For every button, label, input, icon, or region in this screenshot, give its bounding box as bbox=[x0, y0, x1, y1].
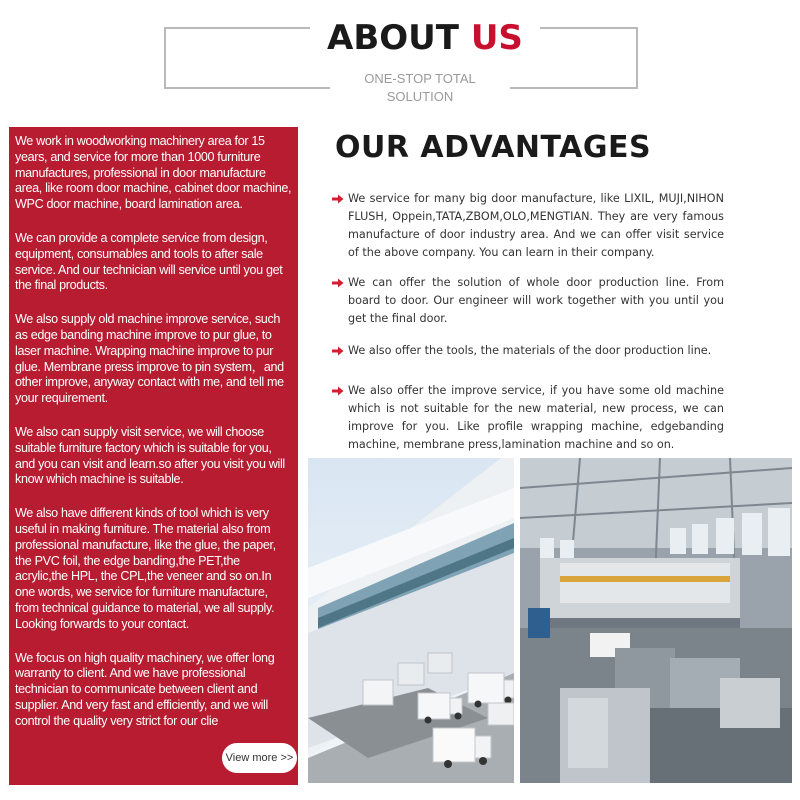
advantage-item bbox=[332, 274, 724, 328]
advantages-list bbox=[332, 190, 724, 454]
title-word-about: ABOUT bbox=[327, 18, 471, 58]
advantage-text: We can offer the solution of whole door production line. From board to door. Our engineer will work together with you until you get the final door. bbox=[348, 276, 724, 325]
advantage-text: We also offer the improve service, if you have some old machine which is not suitable for the new material, new process, we can improve for you. Like profile wrapping machine, edgebanding machine, membrane press,lamination machine and so on. bbox=[348, 384, 724, 451]
page-subtitle: ONE-STOP TOTAL SOLUTION bbox=[330, 70, 510, 106]
factory-building-photo bbox=[308, 458, 514, 783]
arrow-right-icon bbox=[332, 386, 344, 396]
intro-paragraph: We work in woodworking machinery area for 15 years, and service for more than 1000 furniture manufactures, professional in door manufacture area, like room door machine, cabinet door machine, WPC door machine, board lamination area. bbox=[15, 134, 292, 212]
advantage-item bbox=[332, 342, 724, 360]
intro-paragraph: We also supply old machine improve service, such as edge banding machine improve to pur glue, to laser machine. Wrapping machine improve to pur glue. Membrane press improve to pin system，and other improve, anyway contact with me, and tell me your requirement. bbox=[15, 312, 284, 406]
arrow-right-icon bbox=[332, 278, 344, 288]
company-intro-panel bbox=[9, 127, 298, 785]
workshop-photo bbox=[520, 458, 792, 783]
arrow-right-icon bbox=[332, 194, 344, 204]
advantage-text: We also offer the tools, the materials of the door production line. bbox=[348, 344, 712, 357]
intro-paragraph: We can provide a complete service from design, equipment, consumables and tools to after sale service. And our technician will service until you get the final products. bbox=[15, 230, 283, 293]
advantages-title: OUR ADVANTAGES bbox=[335, 130, 652, 165]
advantage-item bbox=[332, 190, 724, 262]
header bbox=[0, 0, 800, 110]
intro-paragraph: We also can supply visit service, we will choose suitable furniture factory which is suitable for you, and you can visit and learn.so after you visit you will know which machine is suitable. bbox=[15, 424, 285, 487]
arrow-right-icon bbox=[332, 346, 344, 356]
page-title bbox=[310, 18, 540, 58]
view-more-button[interactable]: View more >> bbox=[222, 743, 297, 773]
title-word-us: US bbox=[470, 18, 523, 58]
advantage-text: We service for many big door manufacture, like LIXIL, MUJI,NIHON FLUSH, Oppein,TATA,ZBOM,OLO,MENGTIAN. They are very famous manufacture of door industry area. And we can offer visit service of the above company. You can learn in their company. bbox=[348, 192, 724, 259]
advantage-item bbox=[332, 382, 724, 454]
intro-paragraph: We focus on high quality machinery, we offer long warranty to client. And we have professional technician to communicate between client and supplier. And very fast and efficiently, and we will control the quality very strict for our clie bbox=[15, 650, 275, 728]
intro-paragraph: We also have different kinds of tool which is very useful in making furniture. The material also from professional manufacture, like the glue, the paper, the PVC foil, the edge banding,the PET,the acrylic,the HPL, the CPL,the veneer and so on.In one words, we service for furniture manufacture, from technical guidance to material, we all supply. Looking forwards to your contact. bbox=[15, 506, 276, 631]
